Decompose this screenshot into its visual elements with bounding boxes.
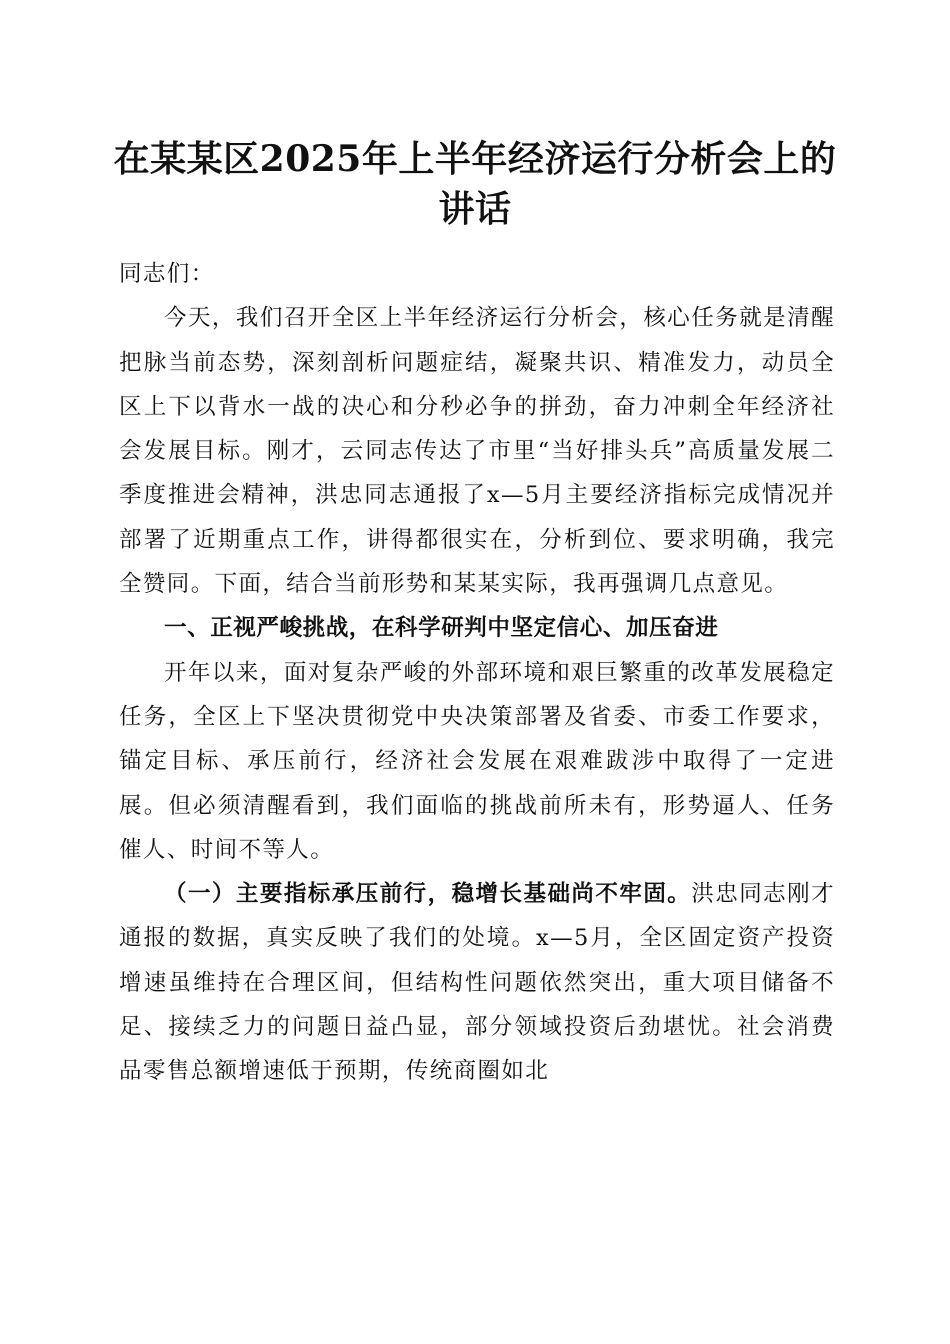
paragraph-2: 开年以来，面对复杂严峻的外部环境和艰巨繁重的改革发展稳定任务，全区上下坚决贯彻党中央决策部署及省委、市委工作要求，锚定目标、承压前行，经济社会发展在艰难跋涉中取得了一定进展。但必须清醒看到，我们面临的挑战前所未有，形势逼人、任务催人、时间不等人。 bbox=[119, 659, 835, 863]
document-title bbox=[100, 134, 850, 234]
title-line-2: 讲话 bbox=[438, 188, 512, 230]
paragraph-1: 今天，我们召开全区上半年经济运行分析会，核心任务就是清醒把脉当前态势，深刻剖析问题症结，凝聚共识、精准发力，动员全区上下以背水一战的决心和分秒必争的拼劲，奋力冲刺全年经济社会发展目标。刚才，云同志传达了市里“当好排头兵”高质量发展二季度推进会精神，洪忠同志通报了x—5月主要经济指标完成情况并部署了近期重点工作，讲得都很实在，分析到位、要求明确，我完全赞同。下面，结合当前形势和某某实际，我再强调几点意见。 bbox=[119, 305, 835, 598]
paragraph-3 bbox=[119, 872, 835, 1093]
subsection-heading-1: （一）主要指标承压前行，稳增长基础尚不牢固。 bbox=[164, 881, 692, 908]
section-heading-1: 一、正视严峻挑战，在科学研判中坚定信心、加压奋进 bbox=[164, 615, 719, 642]
paragraph-3-text: 洪忠同志刚才通报的数据，真实反映了我们的处境。x—5月，全区固定资产投资增速虽维持在合理区间，但结构性问题依然突出，重大项目储备不足、接续乏力的问题日益凸显，部分领域投资后劲堪忧。社会消费品零售总额增速低于预期，传统商圈如北 bbox=[119, 881, 835, 1085]
salutation: 同志们： bbox=[119, 261, 215, 287]
document-body bbox=[119, 252, 835, 1094]
title-line-1: 在某某区2025年上半年经济运行分析会上的 bbox=[113, 138, 837, 180]
